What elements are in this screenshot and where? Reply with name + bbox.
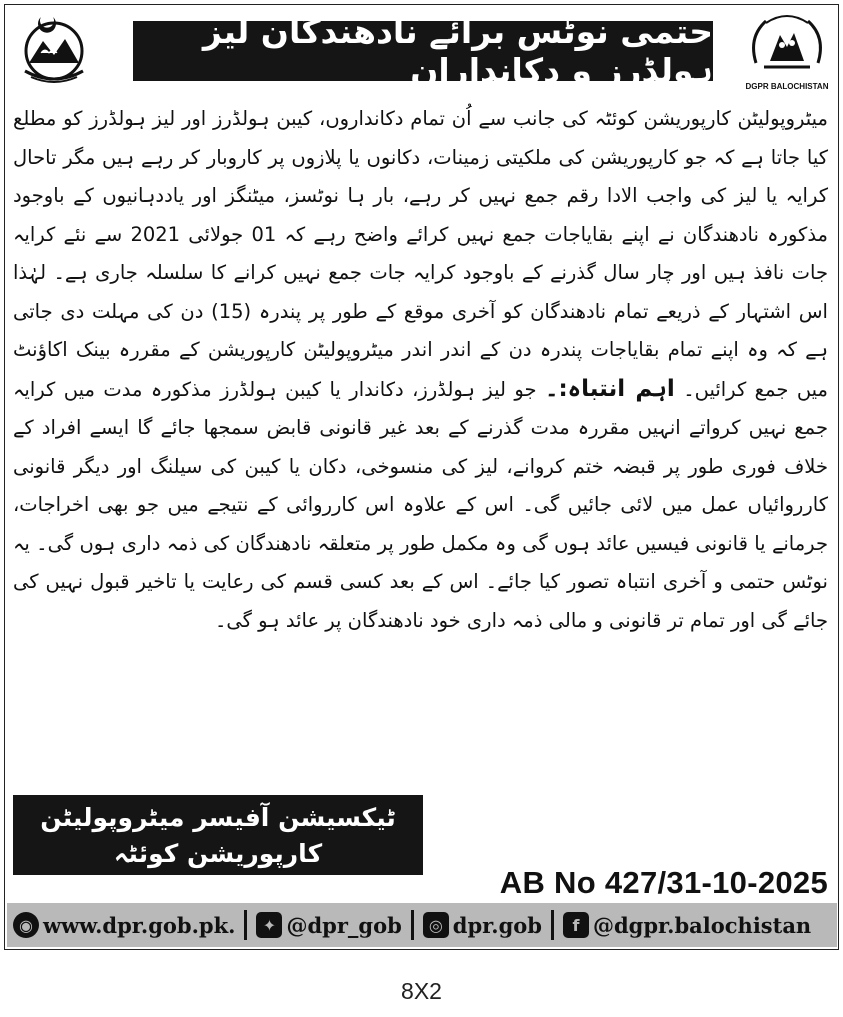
dgpr-logo-icon <box>744 11 830 91</box>
facebook-link[interactable] <box>557 912 817 938</box>
notice-paragraph-1: میٹروپولیٹن کارپوریشن کوئٹہ کی جانب سے اُن تمام دکانداروں، کیبن ہولڈرز اور لیز ہولڈرز کو مطلع کیا جاتا ہے کہ جو کارپوریشن کی ملکیتی زمینات، دکانوں یا پلازوں پر کاروبار کر رہے ہیں مگر تاحال کرایہ یا لیز کی واجب الادا رقم جمع نہیں کر رہے، بار ہا نوٹسز، میٹنگز اور یاددہانیوں کے باوجود مذکورہ نادھندگان نے اپنے بقایاجات جمع نہیں کرائے واضح رہے کہ 01 جولائی 2021 سے نئے کرایہ جات نافذ ہیں اور چار سال گذرنے کے باوجود کرایہ جات جمع نہیں کرانے کا سلسلہ جاری ہے۔ لہٰذا اس اشتہار کے ذریعے تمام نادھندگان کو آخری موقع کے طور پر پندرہ (15) دن کی مہلت دی جاتی ہے کہ وہ اپنے تمام بقایاجات پندرہ دن کے اندر اندر میٹروپولیٹن کارپوریشن کے مقررہ بینک اکاؤنٹ میں جمع کرائیں۔ <box>13 107 828 401</box>
signature-box <box>13 795 423 875</box>
signature-line-1: ٹیکسیشن آفیسر میٹروپولیٹن <box>40 803 396 832</box>
advertisement <box>4 4 839 950</box>
signature-line-2: کارپوریشن کوئٹہ <box>113 839 323 868</box>
globe-icon: ◉ <box>13 912 39 938</box>
instagram-handle: dpr.gob <box>452 912 542 938</box>
social-bar <box>7 903 837 947</box>
instagram-link[interactable] <box>417 912 548 938</box>
dgpr-caption: DGPR BALOCHISTAN <box>745 82 829 91</box>
ad-size-label: 8X2 <box>401 978 442 1004</box>
notice-title: حتمی نوٹس برائے نادھندگان لیز ہولڈرز و دکانداران <box>133 21 713 81</box>
website-text: www.dpr.gob.pk. <box>43 912 236 938</box>
twitter-handle: @dpr_gob <box>286 912 402 938</box>
divider <box>551 910 554 940</box>
website-link[interactable] <box>7 912 241 938</box>
instagram-icon: ◎ <box>423 912 449 938</box>
facebook-handle: @dgpr.balochistan <box>593 912 812 938</box>
ab-number: AB No 427/31-10-2025 <box>499 865 828 900</box>
balochistan-emblem-icon <box>11 11 97 91</box>
twitter-icon: ✦ <box>256 912 282 938</box>
facebook-icon: f <box>563 912 589 938</box>
notice-paragraph-2: جو لیز ہولڈرز، دکاندار یا کیبن ہولڈرز مذکورہ مدت میں کرایہ جمع نہیں کرواتے انہیں مقررہ مدت گذرنے کے بعد غیر قانونی قابض سمجھا جائے گا ایسے افراد کے خلاف فوری طور پر قبضہ ختم کروانے، لیز کی منسوخی، دکان یا کیبن کی سیلنگ اور دیگر قانونی کارروائیاں عمل میں لائی جائیں گی۔ اس کے علاوہ اس کارروائی کے نتیجے میں جو بھی اخراجات، جرمانے یا قانونی فیسیں عائد ہوں گی وہ مکمل طور پر متعلقہ نادھندگان کی ذمہ داری ہوں گی۔ یہ نوٹس حتمی و آخری انتباہ تصور کیا جائے۔ اس کے بعد کسی قسم کی رعایت یا تاخیر قبول نہیں کی جائے گی اور تمام تر قانونی و مالی ذمہ داری خود نادھندگان پر عائد ہو گی۔ <box>13 377 828 632</box>
divider <box>244 910 247 940</box>
important-warning-label: اہم انتباہ:۔ <box>545 375 675 402</box>
divider <box>411 910 414 940</box>
notice-body <box>13 100 828 790</box>
twitter-link[interactable] <box>250 912 407 938</box>
